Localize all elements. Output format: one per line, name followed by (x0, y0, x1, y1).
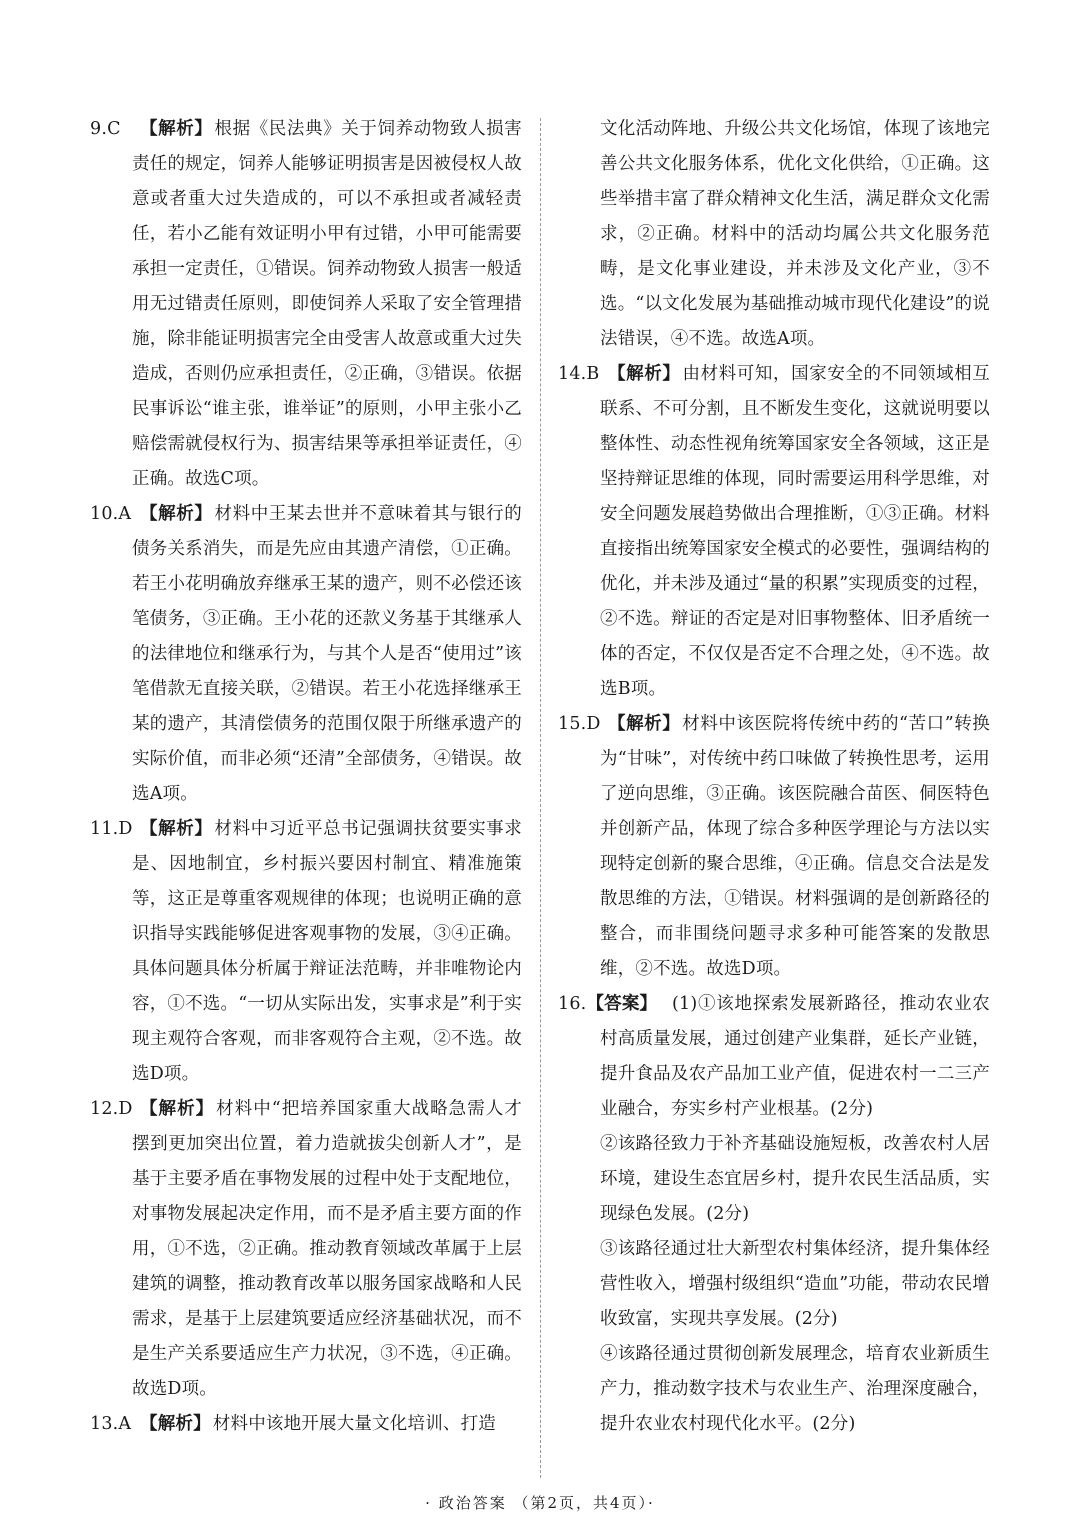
item-number: 14.B (558, 364, 600, 384)
item-number: 13.A (90, 1414, 132, 1434)
analysis-tag: 【解析】 (140, 1099, 215, 1119)
answer-item-11 (90, 812, 522, 1092)
item-text: 根据《民法典》关于饲养动物致人损害责任的规定，饲养人能够证明损害是因被侵权人故意或者重大过失造成的，可以不承担或者减轻责任，若小乙能有效证明小甲有过错，小甲可能需要承担一定责任，①错误。饲养动物致人损害一般适用无过错责任原则，即使饲养人采取了安全管理措施，除非能证明损害完全由受害人故意或重大过失造成，否则仍应承担责任，②正确，③错误。依据民事诉讼“谁主张，谁举证”的原则，小甲主张小乙赔偿需就侵权行为、损害结果等承担举证责任，④正确。故选C项。 (132, 119, 522, 489)
analysis-tag: 【解析】 (140, 119, 213, 139)
left-column (90, 112, 522, 1442)
item-text: 材料中该地开展大量文化培训、打造 (212, 1414, 497, 1434)
answer-paragraph-3: ③该路径通过壮大新型农村集体经济，提升集体经营性收入，增强村级组织“造血”功能，带动农民增收致富，实现共享发展。(2分) (600, 1239, 990, 1329)
column-divider (540, 118, 541, 1478)
answer-tag: 【答案】 (586, 994, 658, 1014)
item-text: 由材料可知，国家安全的不同领域相互联系、不可分割，且不断发生变化，这就说明要以整体性、动态性视角统筹国家安全各领域，这正是坚持辩证思维的体现，同时需要运用科学思维，对安全问题发展趋势做出合理推断，①③正确。材料直接指出统筹国家安全模式的必要性，强调结构的优化，并未涉及通过“量的积累”实现质变的过程，②不选。辩证的否定是对旧事物整体、旧矛盾统一体的否定，不仅仅是否定不合理之处，④不选。故选B项。 (600, 364, 990, 699)
page-footer: · 政治答案 （第2页，共4页）· (425, 1494, 655, 1512)
analysis-tag: 【解析】 (608, 714, 681, 734)
answer-item-14 (558, 357, 990, 707)
analysis-tag: 【解析】 (608, 364, 681, 384)
answer-item-9 (90, 112, 522, 497)
item-number: 9.C (90, 119, 121, 139)
answer-item-15 (558, 707, 990, 987)
analysis-tag: 【解析】 (140, 1414, 211, 1434)
item-number-text: 16. (558, 994, 587, 1014)
answer-item-10 (90, 497, 522, 812)
item-text: 材料中王某去世并不意味着其与银行的债务关系消失，而是先应由其遗产清偿，①正确。若王小花明确放弃继承王某的遗产，则不必偿还该笔债务，③正确。王小花的还款义务基于其继承人的法律地位和继承行为，与其个人是否“使用过”该笔借款无直接关联，②错误。若王小花选择继承王某的遗产，其清偿债务的范围仅限于所继承遗产的实际价值，而非必须“还清”全部债务，④错误。故选A项。 (132, 504, 522, 804)
analysis-tag: 【解析】 (140, 819, 213, 839)
item-number: 10.A (90, 504, 132, 524)
answer-paragraph-2: ②该路径致力于补齐基础设施短板，改善农村人居环境，建设生态宜居乡村，提升农民生活品质，实现绿色发展。(2分) (600, 1134, 990, 1224)
item-text: 材料中该医院将传统中药的“苦口”转换为“甘味”，对传统中药口味做了转换性思考，运用了逆向思维，③正确。该医院融合苗医、侗医特色并创新产品，体现了综合多种医学理论与方法以实现特定创新的聚合思维，④正确。信息交合法是发散思维的方法，①错误。材料强调的是创新路径的整合，而非围绕问题寻求多种可能答案的发散思维，②不选。故选D项。 (600, 714, 990, 979)
item-number: 12.D (90, 1099, 133, 1119)
item-number: 11.D (90, 819, 133, 839)
item-text: (1)①该地探索发展新路径，推动农业农村高质量发展，通过创建产业集群，延长产业链，提升食品及农产品加工业产值，促进农村一二三产业融合，夯实乡村产业根基。(2分) (600, 994, 990, 1119)
analysis-tag: 【解析】 (140, 504, 213, 524)
answer-item-13 (90, 1407, 522, 1442)
answer-paragraph-4: ④该路径通过贯彻创新发展理念，培育农业新质生产力，推动数字技术与农业生产、治理深度融合，提升农业农村现代化水平。(2分) (600, 1344, 990, 1434)
answer-item-16 (558, 987, 990, 1127)
item-text: 材料中习近平总书记强调扶贫要实事求是、因地制宜，乡村振兴要因村制宜、精准施策等，这正是尊重客观规律的体现；也说明正确的意识指导实践能够促进客观事物的发展，③④正确。具体问题具体分析属于辩证法范畴，并非唯物论内容，①不选。“一切从实际出发，实事求是”利于实现主观符合客观，而非客观符合主观，②不选。故选D项。 (132, 819, 522, 1084)
answer-item-12 (90, 1092, 522, 1407)
item-number (558, 987, 659, 1022)
right-column (558, 112, 990, 1442)
answer-item-13-continued: 文化活动阵地、升级公共文化场馆，体现了该地完善公共文化服务体系，优化文化供给，①正确。这些举措丰富了群众精神文化生活，满足群众文化需求，②正确。材料中的活动均属公共文化服务范畴，是文化事业建设，并未涉及文化产业，③不选。“以文化发展为基础推动城市现代化建设”的说法错误，④不选。故选A项。 (600, 119, 990, 349)
item-text: 材料中“把培养国家重大战略急需人才摆到更加突出位置，着力造就拔尖创新人才”，是基于主要矛盾在事物发展的过程中处于支配地位，对事物发展起决定作用，而不是矛盾主要方面的作用，①不选，②正确。推动教育领域改革属于上层建筑的调整，推动教育改革以服务国家战略和人民需求，是基于上层建筑要适应经济基础状况，而不是生产关系要适应生产力状况，③不选，④正确。故选D项。 (132, 1099, 522, 1399)
item-number: 15.D (558, 714, 601, 734)
